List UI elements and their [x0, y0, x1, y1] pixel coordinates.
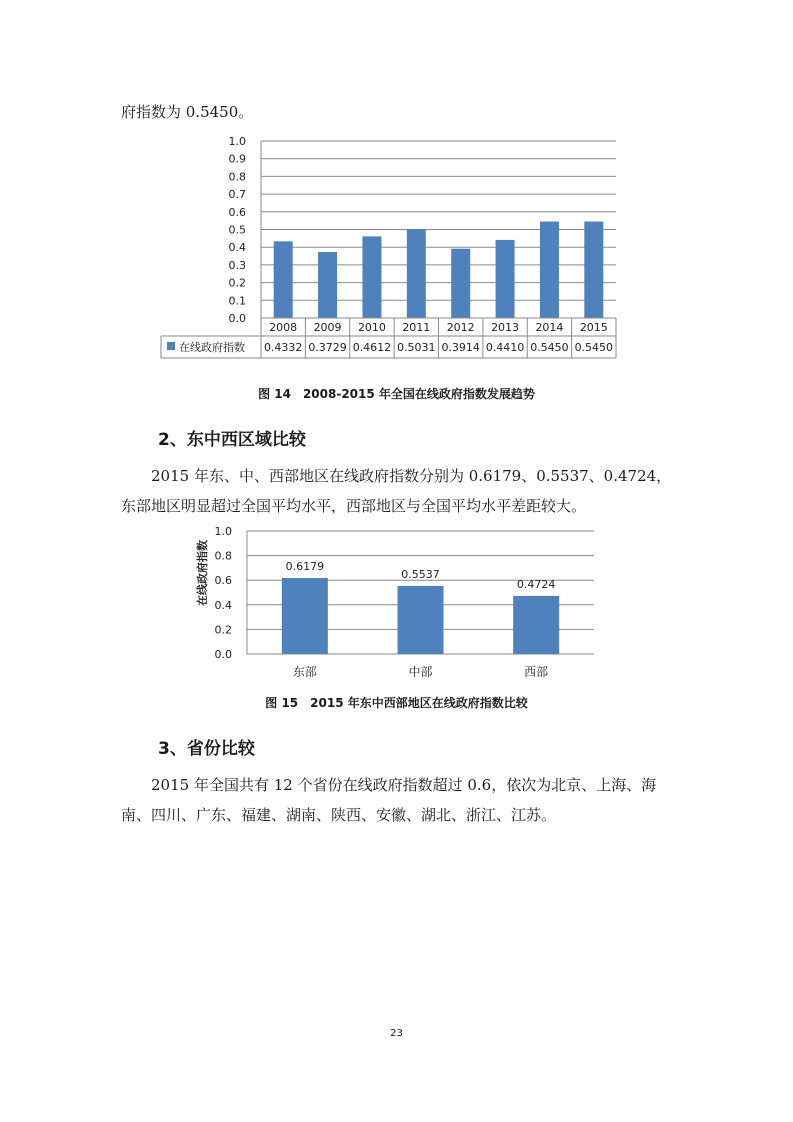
table-value: 0.3729 [308, 341, 347, 354]
y-tick-label: 0.5 [228, 223, 246, 237]
y-tick-label: 0.3 [228, 258, 246, 272]
intro-line: 府指数为 0.5450。 [121, 103, 254, 121]
y-tick-label: 0.6 [228, 205, 246, 219]
x-tick-label: 2009 [313, 321, 342, 334]
x-tick-label: 中部 [408, 665, 433, 679]
y-axis-label: 在线政府指数 [196, 540, 209, 606]
section-heading-provinces: 3、省份比较 [158, 739, 255, 759]
provinces-paragraph: 2015 年全国共有 12 个省份在线政府指数超过 0.6，依次为北京、上海、海南、四川、广东、福建、湖南、陕西、安徽、湖北、浙江、江苏。 [121, 776, 657, 824]
y-tick-label: 0.8 [214, 549, 232, 563]
y-tick-label: 0.0 [228, 312, 246, 325]
y-tick-label: 0.4 [214, 598, 232, 612]
y-tick-label: 1.0 [214, 525, 232, 538]
y-tick-label: 0.7 [228, 188, 246, 202]
table-value: 0.3914 [441, 341, 480, 354]
y-tick-label: 0.0 [214, 648, 232, 661]
y-tick-label: 1.0 [228, 135, 246, 148]
y-tick-label: 0.9 [228, 152, 246, 166]
table-value: 0.4612 [352, 341, 392, 354]
x-tick-label: 2015 [579, 321, 608, 334]
data-label: 0.4724 [516, 577, 556, 591]
y-tick-labels [215, 525, 233, 661]
y-tick-label: 0.2 [228, 276, 246, 290]
x-tick-label: 2014 [535, 321, 564, 334]
x-tick-label: 2011 [402, 321, 431, 334]
legend-label: 在线政府指数 [179, 341, 245, 354]
table-value: 0.4410 [485, 341, 525, 354]
table-value: 0.5031 [397, 341, 436, 354]
x-tick-label: 2013 [491, 321, 520, 334]
figure-15-caption: 图 15 2015 年东中西部地区在线政府指数比较 [265, 696, 528, 710]
table-value: 0.4332 [263, 341, 303, 354]
y-tick-label: 0.8 [228, 170, 246, 184]
y-tick-label: 0.4 [228, 241, 246, 255]
y-tick-label: 0.1 [228, 294, 246, 308]
x-tick-label: 东部 [292, 665, 317, 679]
x-tick-label: 2012 [446, 321, 475, 334]
bar [513, 596, 559, 654]
regional-paragraph: 2015 年东、中、西部地区在线政府指数分别为 0.6179、0.5537、0.4724，东部地区明显超过全国平均水平，西部地区与全国平均水平差距较大。 [121, 467, 672, 515]
x-tick-label: 2010 [357, 321, 386, 334]
section-heading-regional: 2、东中西区域比较 [158, 430, 306, 450]
y-tick-label: 0.2 [214, 623, 232, 637]
table-value: 0.5450 [574, 341, 614, 354]
figure-14-caption: 图 14 2008-2015 年全国在线政府指数发展趋势 [258, 387, 535, 401]
bar [398, 586, 444, 654]
bars [282, 560, 559, 679]
x-tick-label: 2008 [269, 321, 298, 334]
page-number: 23 [390, 1028, 403, 1039]
x-tick-label: 西部 [524, 665, 549, 679]
table-value: 0.5450 [530, 341, 569, 354]
y-tick-label: 0.6 [214, 574, 232, 588]
data-label: 0.5537 [401, 567, 440, 581]
data-label: 0.6179 [285, 559, 325, 573]
bar [282, 578, 328, 654]
